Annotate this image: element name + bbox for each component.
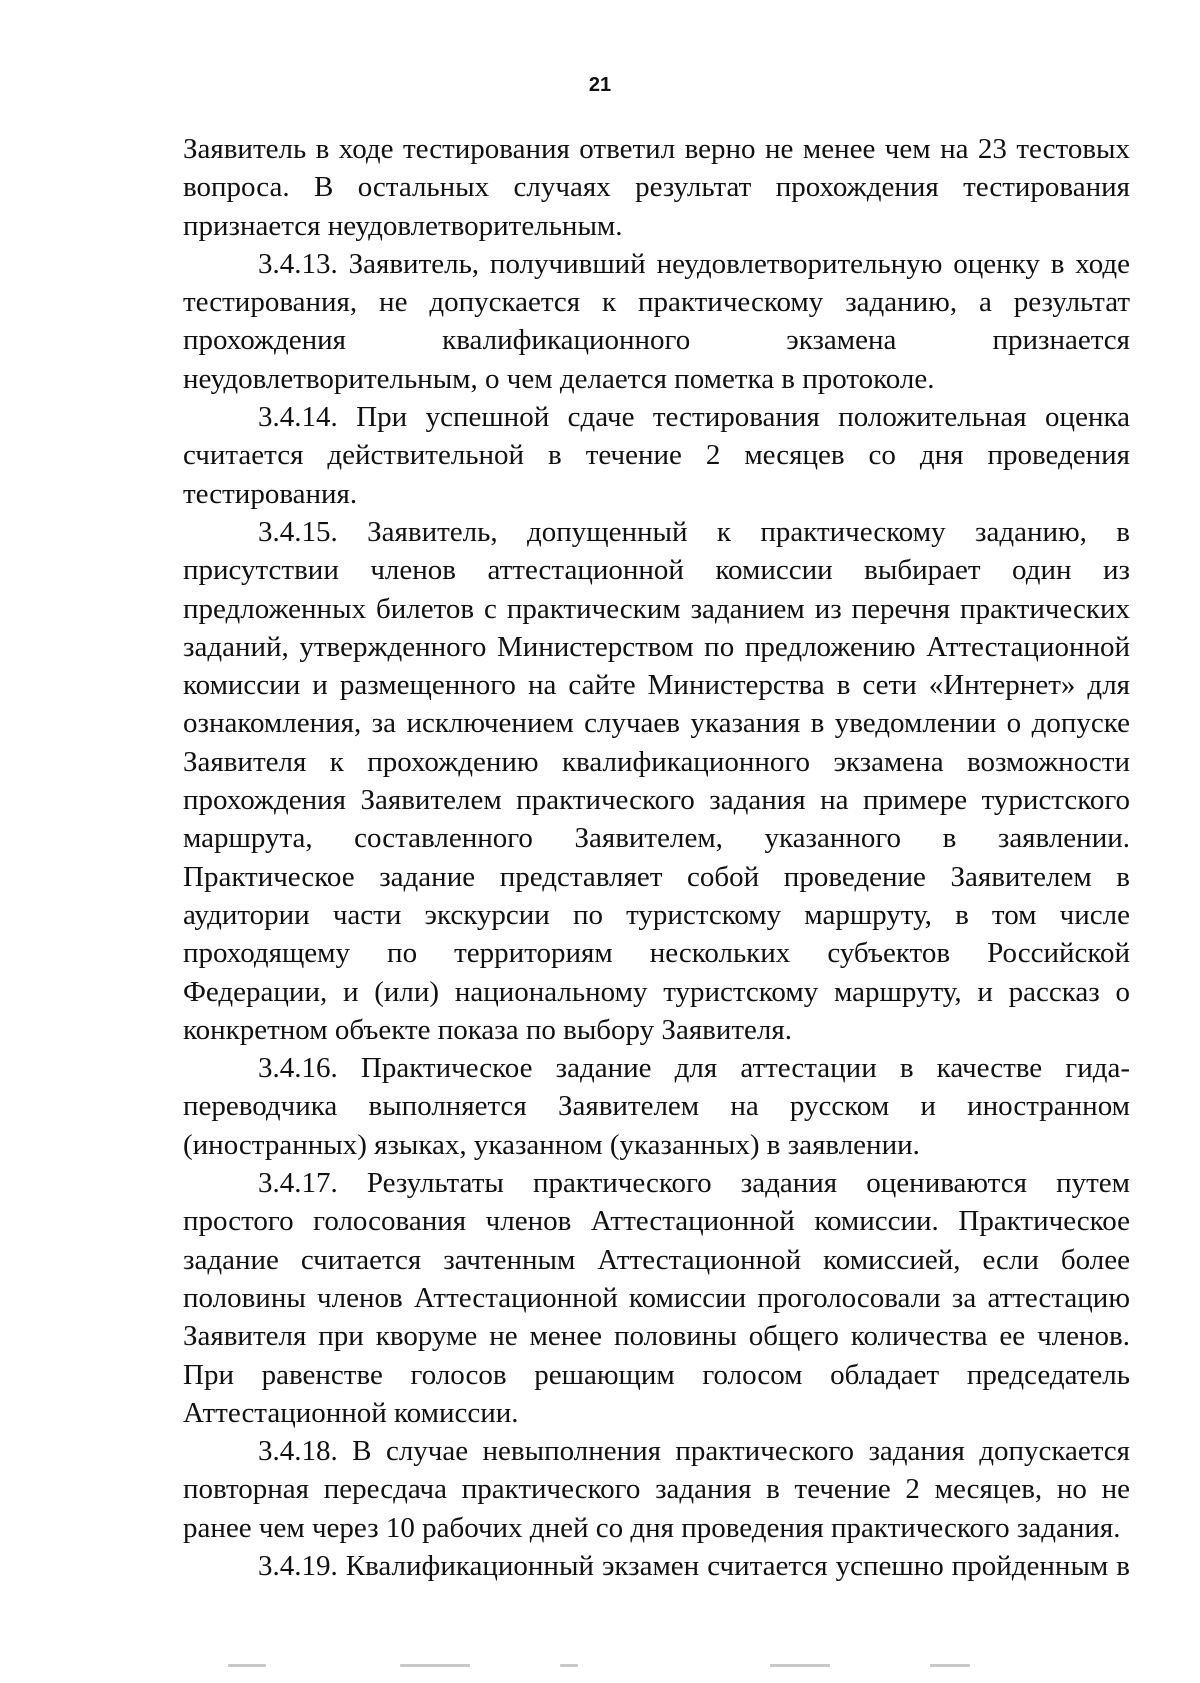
- page-number: 21: [588, 74, 612, 96]
- paragraph-continued: Заявитель в ходе тестирования ответил верно не менее чем на 23 тестовых вопроса. В остальных случаях результат прохождения тестирования признается неудовлетворительным.: [183, 133, 1130, 242]
- scan-mark: [400, 1664, 470, 1667]
- paragraph-3-4-19: 3.4.19. Квалификационный экзамен считается успешно пройденным в: [258, 1549, 1130, 1582]
- document-body: [183, 130, 1130, 1585]
- scan-artifact-marks: [0, 1652, 1200, 1672]
- paragraph-3-4-16: 3.4.16. Практическое задание для аттестации в качестве гида-переводчика выполняется Заявителем на русском и иностранном (иностранных) языках, указанном (указанных) в заявлении.: [183, 1052, 1130, 1161]
- scan-mark: [228, 1664, 266, 1667]
- paragraph-3-4-14: 3.4.14. При успешной сдаче тестирования положительная оценка считается действительной в течение 2 месяцев со дня проведения тестирования.: [183, 401, 1130, 510]
- paragraph-3-4-17: 3.4.17. Результаты практического задания оцениваются путем простого голосования членов Аттестационной комиссии. Практическое задание считается зачтенным Аттестационной комиссией, если более половины членов Аттестационной комиссии проголосовали за аттестацию Заявителя при кворуме не менее половины общего количества ее членов. При равенстве голосов решающим голосом обладает председатель Аттестационной комиссии.: [183, 1167, 1130, 1429]
- scan-mark: [770, 1664, 830, 1667]
- scan-mark: [930, 1664, 970, 1667]
- paragraph-3-4-13: 3.4.13. Заявитель, получивший неудовлетворительную оценку в ходе тестирования, не допускается к практическому заданию, а результат прохождения квалификационного экзамена признается неудовлетворительным, о чем делается пометка в протоколе.: [183, 247, 1130, 395]
- scan-mark: [560, 1664, 578, 1667]
- paragraph-3-4-15: 3.4.15. Заявитель, допущенный к практическому заданию, в присутствии членов аттестационной комиссии выбирает один из предложенных билетов с практическим заданием из перечня практических заданий, утвержденного Министерством по предложению Аттестационной комиссии и размещенного на сайте Министерства в сети «Интернет» для ознакомления, за исключением случаев указания в уведомлении о допуске Заявителя к прохождению квалификационного экзамена возможности прохождения Заявителем практического задания на примере туристского маршрута, составленного Заявителем, указанного в заявлении. Практическое задание представляет собой проведение Заявителем в аудитории части экскурсии по туристскому маршруту, в том числе проходящему по территориям нескольких субъектов Российской Федерации, и (или) национальному туристскому маршруту, и рассказ о конкретном объекте показа по выбору Заявителя.: [183, 515, 1130, 1046]
- paragraph-3-4-18: 3.4.18. В случае невыполнения практического задания допускается повторная пересдача практического задания в течение 2 месяцев, но не ранее чем через 10 рабочих дней со дня проведения практического задания.: [183, 1435, 1130, 1544]
